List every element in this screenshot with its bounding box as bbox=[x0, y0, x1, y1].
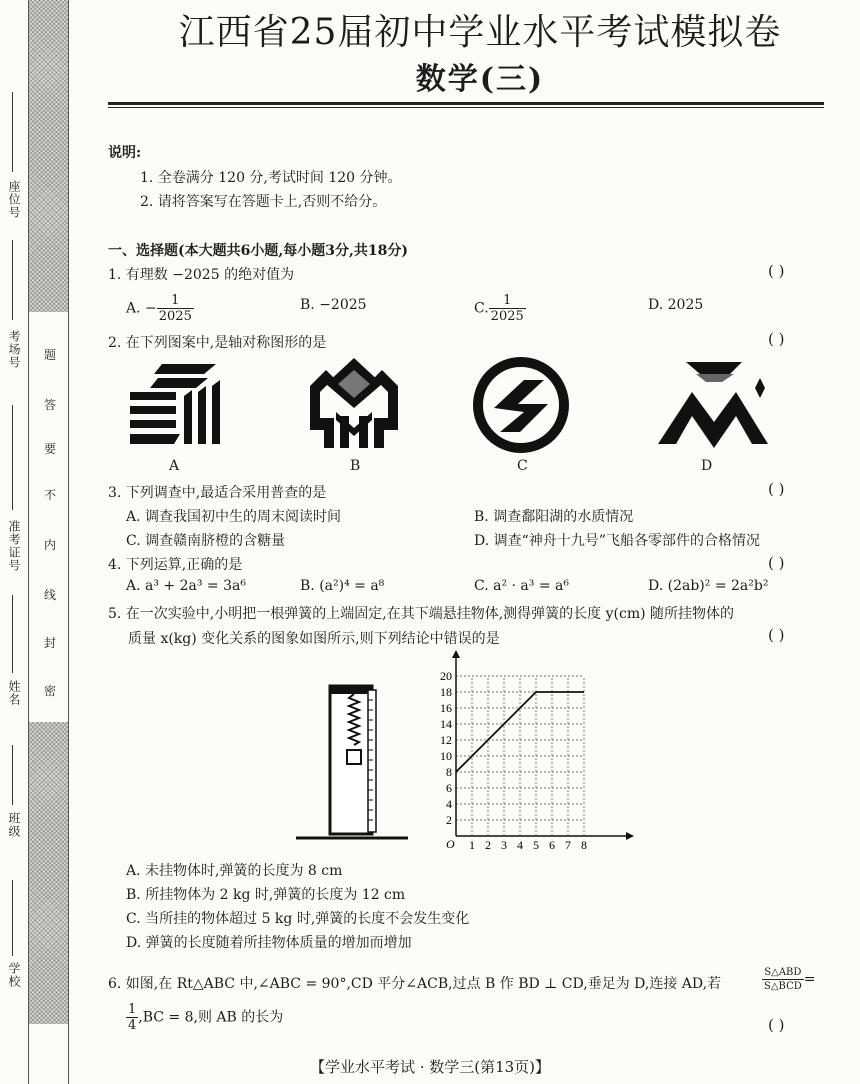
seal-char: 密 bbox=[44, 684, 57, 698]
q2-label-a: A bbox=[169, 458, 180, 474]
q1-option-c[interactable]: C. $\frac{1}{2025}$ bbox=[474, 293, 524, 324]
chart-x-tick-label: 1 bbox=[469, 838, 475, 852]
q6-answer-paren[interactable]: ( ) bbox=[768, 1016, 785, 1034]
q5-option-a[interactable]: A. 未挂物体时,弹簧的长度为 8 cm bbox=[126, 863, 343, 879]
chart-x-tick-label: 2 bbox=[485, 838, 491, 852]
chart-y-tick-label: 4 bbox=[446, 797, 452, 811]
chart-y-tick-label: 18 bbox=[440, 685, 452, 699]
q6-stem-line1: 6. 如图,在 Rt△ABC 中,∠ABC = 90°,CD 平分∠ACB,过点 B 作 BD ⊥ CD,垂足为 D,连接 AD,若 bbox=[108, 976, 722, 992]
q1-c-fraction: $\frac{1}{2025}$ bbox=[490, 293, 524, 324]
chart-y-tick-label: 10 bbox=[440, 749, 452, 763]
q2-label-c: C bbox=[517, 458, 528, 474]
section-heading: 一、选择题(本大题共6小题,每小题3分,共18分) bbox=[108, 243, 408, 259]
q6-area-ratio: $\frac{\text{S△ABD}}{\text{S△BCD}}$ = bbox=[764, 967, 816, 992]
instructions-heading: 说明: bbox=[108, 145, 142, 161]
q5-option-b[interactable]: B. 所挂物体为 2 kg 时,弹簧的长度为 12 cm bbox=[126, 887, 406, 903]
field-ticket-blank[interactable] bbox=[12, 405, 13, 510]
chart-x-tick-label: 7 bbox=[565, 838, 571, 852]
chart-y-tick-label: 14 bbox=[440, 717, 452, 731]
q2-pattern-a-icon[interactable] bbox=[124, 358, 224, 453]
q5-option-d[interactable]: D. 弹簧的长度随着所挂物体质量的增加而增加 bbox=[126, 935, 412, 951]
header-rule bbox=[108, 102, 824, 105]
q3-option-a[interactable]: A. 调查我国初中生的周末阅读时间 bbox=[126, 509, 342, 525]
binding-hatch-bottom bbox=[28, 722, 68, 1024]
q4-option-b[interactable]: B. (a²)⁴ = a⁸ bbox=[300, 578, 385, 594]
chart-y-arrow bbox=[452, 650, 460, 658]
field-school-label: 学校 bbox=[7, 962, 21, 988]
chart-x-arrow bbox=[626, 832, 634, 840]
q4-answer-paren[interactable]: ( ) bbox=[768, 554, 785, 572]
q5-answer-paren[interactable]: ( ) bbox=[768, 626, 785, 644]
instruction-item: 1. 全卷满分 120 分,考试时间 120 分钟。 bbox=[140, 170, 402, 186]
page-title: 江西省25届初中学业水平考试模拟卷 bbox=[178, 12, 782, 53]
q1-answer-paren[interactable]: ( ) bbox=[768, 262, 785, 280]
field-name-blank[interactable] bbox=[12, 595, 13, 673]
header-rule-thin bbox=[108, 107, 824, 108]
field-seat-label: 座位号 bbox=[7, 180, 21, 219]
chart-origin-label: O bbox=[446, 837, 455, 851]
q3-option-d[interactable]: D. 调查“神舟十九号”飞船各零部件的合格情况 bbox=[474, 533, 760, 549]
field-ticket-label: 准考证号 bbox=[7, 520, 21, 572]
q1-stem: 1. 有理数 −2025 的绝对值为 bbox=[108, 267, 295, 283]
q2-pattern-c-icon[interactable] bbox=[472, 356, 570, 454]
q3-stem: 3. 下列调查中,最适合采用普查的是 bbox=[108, 485, 327, 501]
page-subtitle: 数学(三) bbox=[415, 62, 545, 97]
q4-stem: 4. 下列运算,正确的是 bbox=[108, 557, 243, 573]
q5-stem-line1: 5. 在一次实验中,小明把一根弹簧的上端固定,在其下端悬挂物体,测得弹簧的长度 y(cm) 随所挂物体的 bbox=[108, 606, 735, 622]
chart-x-tick-label: 4 bbox=[517, 838, 523, 852]
binding-margin bbox=[0, 0, 88, 1084]
field-class-blank[interactable] bbox=[12, 745, 13, 805]
q1-option-b[interactable]: B. −2025 bbox=[300, 297, 367, 313]
q5-option-c[interactable]: C. 当所挂的物体超过 5 kg 时,弹簧的长度不会发生变化 bbox=[126, 911, 470, 927]
q2-label-b: B bbox=[350, 458, 361, 474]
binding-hatch-top bbox=[28, 0, 68, 312]
q1-option-d[interactable]: D. 2025 bbox=[648, 297, 704, 313]
field-room-label: 考场号 bbox=[7, 330, 21, 369]
q3-answer-paren[interactable]: ( ) bbox=[768, 480, 785, 498]
chart-y-tick-label: 12 bbox=[440, 733, 452, 747]
seal-char: 答 bbox=[44, 398, 57, 412]
seal-char: 内 bbox=[44, 538, 57, 552]
chart-x-tick-label: 6 bbox=[549, 838, 555, 852]
q2-answer-paren[interactable]: ( ) bbox=[768, 330, 785, 348]
chart-x-tick-label: 8 bbox=[581, 838, 587, 852]
q1-a-fraction: $\frac{1}{2025}$ bbox=[158, 293, 192, 324]
q3-option-c[interactable]: C. 调查赣南脐橙的含糖量 bbox=[126, 533, 286, 549]
q2-label-d: D bbox=[701, 458, 713, 474]
q6-stem-line2: $\frac{1}{4}$ ,BC = 8,则 AB 的长为 bbox=[128, 1002, 284, 1033]
spring-apparatus-figure bbox=[296, 680, 408, 846]
seal-char: 要 bbox=[44, 442, 57, 456]
q4-option-c[interactable]: C. a² · a³ = a⁶ bbox=[474, 578, 569, 594]
q2-pattern-b-icon[interactable] bbox=[300, 356, 408, 452]
q1-option-a[interactable]: A. − $\frac{1}{2025}$ bbox=[126, 293, 192, 324]
seal-char: 不 bbox=[44, 488, 57, 502]
chart-y-tick-label: 6 bbox=[446, 781, 452, 795]
chart-y-tick-label: 20 bbox=[440, 669, 452, 683]
q2-stem: 2. 在下列图案中,是轴对称图形的是 bbox=[108, 335, 327, 351]
q2-pattern-d-icon[interactable] bbox=[650, 358, 770, 452]
chart-y-tick-label: 8 bbox=[446, 765, 452, 779]
q4-option-d[interactable]: D. (2ab)² = 2a²b² bbox=[648, 578, 769, 594]
chart-y-tick-label: 16 bbox=[440, 701, 452, 715]
q5-stem-line2: 质量 x(kg) 变化关系的图象如图所示,则下列结论中错误的是 bbox=[128, 631, 500, 647]
seal-char: 线 bbox=[44, 588, 57, 602]
chart-x-tick-label: 5 bbox=[533, 838, 539, 852]
seal-char: 题 bbox=[44, 348, 57, 362]
page-footer: 【学业水平考试 · 数学三(第13页)】 bbox=[309, 1058, 551, 1076]
spring-length-chart bbox=[436, 648, 654, 852]
field-school-blank[interactable] bbox=[12, 880, 13, 956]
chart-y-tick-label: 2 bbox=[446, 813, 452, 827]
q3-option-b[interactable]: B. 调查鄱阳湖的水质情况 bbox=[474, 509, 634, 525]
field-room-blank[interactable] bbox=[12, 240, 13, 320]
field-class-label: 班级 bbox=[7, 812, 21, 838]
field-seat-blank[interactable] bbox=[12, 92, 13, 172]
chart-grid bbox=[456, 676, 584, 836]
q4-option-a[interactable]: A. a³ + 2a³ = 3a⁶ bbox=[126, 578, 246, 594]
field-name-label: 姓名 bbox=[7, 680, 21, 706]
seal-char: 封 bbox=[44, 636, 57, 650]
instruction-item: 2. 请将答案写在答题卡上,否则不给分。 bbox=[140, 194, 387, 210]
chart-x-tick-label: 3 bbox=[501, 838, 507, 852]
